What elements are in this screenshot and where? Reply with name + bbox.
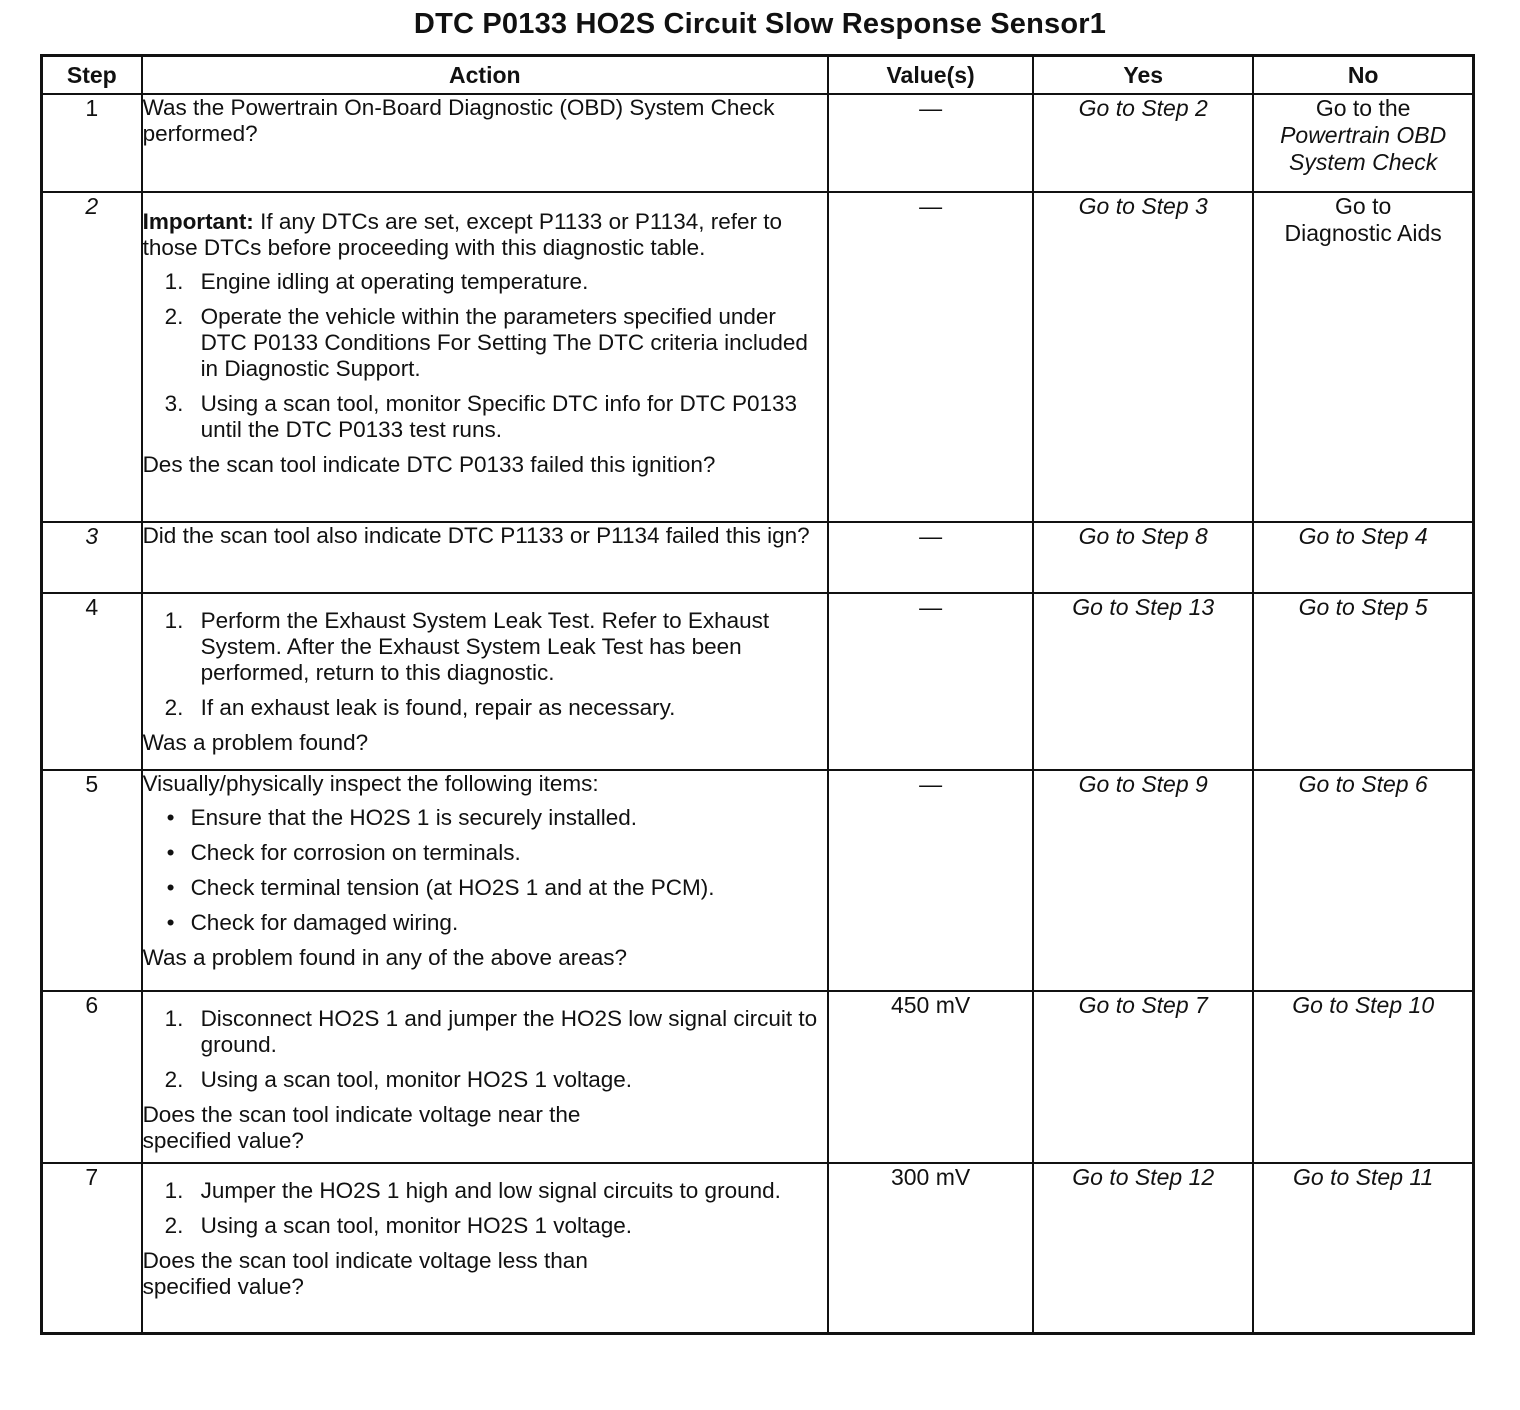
action-question: Des the scan tool indicate DTC P0133 failed this ignition? — [142, 452, 716, 477]
table-row-step-3 — [42, 522, 1474, 593]
yes-cell: Go to Step 12 — [1033, 1163, 1253, 1333]
action-steps — [143, 608, 827, 721]
list-item: • Check for corrosion on terminals. — [166, 840, 521, 865]
no-text-reference: Powertrain OBD System Check — [1280, 122, 1447, 175]
action-steps — [143, 1006, 827, 1093]
table-row-step-2 — [42, 192, 1474, 522]
header-action: Action — [142, 56, 828, 95]
table-row-step-7 — [42, 1163, 1474, 1333]
action-cell — [142, 522, 828, 593]
list-item: 2. If an exhaust leak is found, repair as necessary. — [164, 695, 676, 720]
value-cell: — — [828, 593, 1033, 770]
action-cell — [142, 192, 828, 522]
no-cell: Go to Step 5 — [1253, 593, 1473, 770]
step-number: 3 — [42, 522, 142, 593]
step-number: 7 — [42, 1163, 142, 1333]
value-cell: 450 mV — [828, 991, 1033, 1163]
table-row-step-4 — [42, 593, 1474, 770]
value-cell: — — [828, 192, 1033, 522]
step-number: 6 — [42, 991, 142, 1163]
action-steps — [143, 1178, 827, 1239]
no-cell: Go to Step 11 — [1253, 1163, 1473, 1333]
no-cell: Go to Step 4 — [1253, 522, 1473, 593]
value-cell: — — [828, 522, 1033, 593]
important-note — [143, 209, 827, 261]
inspection-list — [143, 805, 827, 936]
list-item: 1. Engine idling at operating temperature. — [164, 269, 589, 294]
table-row-step-6 — [42, 991, 1474, 1163]
yes-cell: Go to Step 13 — [1033, 593, 1253, 770]
no-cell — [1253, 94, 1473, 192]
header-step: Step — [42, 56, 142, 95]
yes-cell: Go to Step 9 — [1033, 770, 1253, 991]
list-item: 1. Perform the Exhaust System Leak Test. Refer to Exhaust System. After the Exhaust System Leak Test has been performed, return to this diagnostic. — [164, 608, 770, 685]
list-item: 2. Using a scan tool, monitor HO2S 1 voltage. — [164, 1067, 633, 1092]
list-item: 2. Using a scan tool, monitor HO2S 1 voltage. — [164, 1213, 633, 1238]
page-title: DTC P0133 HO2S Circuit Slow Response Sensor1 — [413, 8, 1107, 40]
table-row-step-1 — [42, 94, 1474, 192]
no-cell: Go to Step 6 — [1253, 770, 1473, 991]
action-cell — [142, 94, 828, 192]
list-item: • Check for damaged wiring. — [166, 910, 459, 935]
list-item: 1. Disconnect HO2S 1 and jumper the HO2S low signal circuit to ground. — [164, 1006, 818, 1057]
value-cell: 300 mV — [828, 1163, 1033, 1333]
yes-cell: Go to Step 3 — [1033, 192, 1253, 522]
step-number: 2 — [42, 192, 142, 522]
list-item: • Check terminal tension (at HO2S 1 and at the PCM). — [166, 875, 715, 900]
value-cell: — — [828, 94, 1033, 192]
action-cell — [142, 770, 828, 991]
header-yes: Yes — [1033, 56, 1253, 95]
list-item: • Ensure that the HO2S 1 is securely installed. — [166, 805, 638, 830]
action-cell — [142, 991, 828, 1163]
yes-cell: Go to Step 2 — [1033, 94, 1253, 192]
list-item: 2. Operate the vehicle within the parameters specified under DTC P0133 Conditions For Setting The DTC criteria included in Diagnostic Support. — [164, 304, 808, 381]
no-cell: Go to Step 10 — [1253, 991, 1473, 1163]
no-cell: Go to Diagnostic Aids — [1253, 192, 1473, 522]
header-row — [42, 56, 1474, 95]
step-number: 4 — [42, 593, 142, 770]
important-label: Important: — [142, 209, 254, 234]
table-row-step-5 — [42, 770, 1474, 991]
list-item: 3. Using a scan tool, monitor Specific DTC info for DTC P0133 until the DTC P0133 test runs. — [164, 391, 798, 442]
action-text: Did the scan tool also indicate DTC P1133 or P1134 failed this ign? — [142, 523, 810, 548]
important-text: If any DTCs are set, except P1133 or P1134, refer to those DTCs before proceeding with this diagnostic table. — [142, 209, 783, 260]
action-question: Was a problem found in any of the above areas? — [142, 945, 628, 970]
action-question: Was a problem found? — [142, 730, 369, 755]
action-intro: Visually/physically inspect the following items: — [142, 771, 599, 796]
action-text: Was the Powertrain On-Board Diagnostic (OBD) System Check performed? — [142, 95, 775, 146]
list-item: 1. Jumper the HO2S 1 high and low signal circuits to ground. — [164, 1178, 781, 1203]
value-cell: — — [828, 770, 1033, 991]
yes-cell: Go to Step 7 — [1033, 991, 1253, 1163]
yes-cell: Go to Step 8 — [1033, 522, 1253, 593]
diagnostic-table — [40, 54, 1475, 1335]
action-cell — [142, 1163, 828, 1333]
action-question: Does the scan tool indicate voltage near the specified value? — [142, 1102, 581, 1153]
header-value: Value(s) — [828, 56, 1033, 95]
header-no: No — [1253, 56, 1473, 95]
action-cell — [142, 593, 828, 770]
action-question: Does the scan tool indicate voltage less than specified value? — [142, 1248, 588, 1299]
step-number: 5 — [42, 770, 142, 991]
action-steps — [143, 269, 827, 443]
no-text-line1: Go to the — [1315, 95, 1411, 121]
step-number: 1 — [42, 94, 142, 192]
